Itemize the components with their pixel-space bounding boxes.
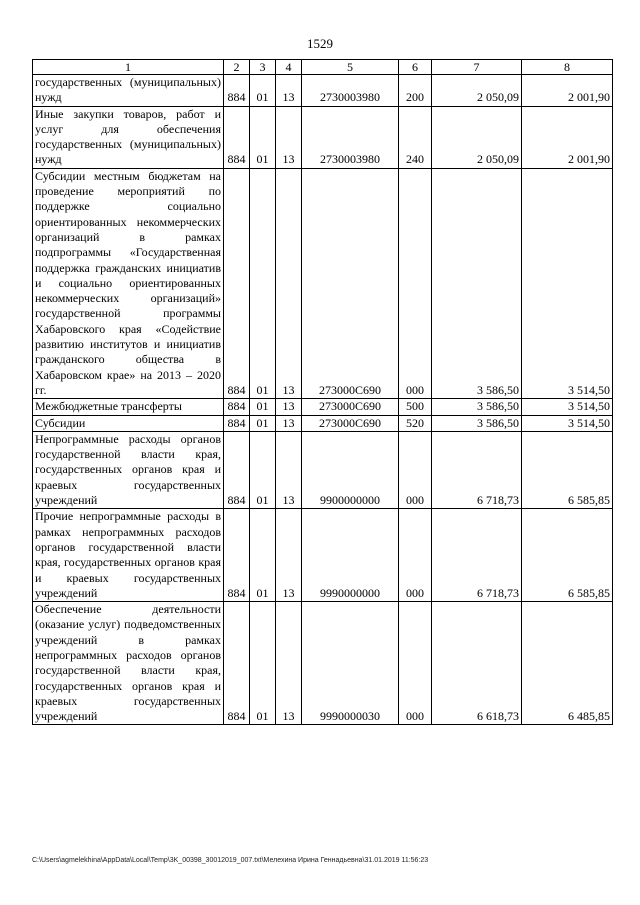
col-header: 3 xyxy=(250,60,276,75)
col-header: 1 xyxy=(33,60,224,75)
cell-csr: 9990000000 xyxy=(302,509,399,602)
cell-rz: 01 xyxy=(250,415,276,431)
row-name: Иные закупки товаров, работ и услуг для обеспечения государственных (муниципальных) нужд xyxy=(33,106,224,168)
table-row xyxy=(33,75,613,107)
row-name: Непрограммные расходы органов государственной власти края, государственных органов края и краевых государственных учреждений xyxy=(33,431,224,508)
cell-csr: 273000С690 xyxy=(302,168,399,398)
table-row xyxy=(33,602,613,725)
cell-vr: 000 xyxy=(399,431,432,508)
col-header: 8 xyxy=(522,60,613,75)
col-header: 4 xyxy=(276,60,302,75)
cell-kvsr: 884 xyxy=(224,106,250,168)
cell-vr: 000 xyxy=(399,509,432,602)
cell-rz: 01 xyxy=(250,75,276,107)
col-header: 5 xyxy=(302,60,399,75)
cell-amount-actual: 3 514,50 xyxy=(522,415,613,431)
cell-vr: 000 xyxy=(399,602,432,725)
cell-amount-plan: 3 586,50 xyxy=(432,168,522,398)
cell-pr: 13 xyxy=(276,431,302,508)
table-row xyxy=(33,399,613,415)
cell-amount-actual: 6 585,85 xyxy=(522,431,613,508)
cell-amount-plan: 3 586,50 xyxy=(432,399,522,415)
cell-rz: 01 xyxy=(250,399,276,415)
cell-vr: 200 xyxy=(399,75,432,107)
cell-amount-plan: 6 718,73 xyxy=(432,509,522,602)
cell-vr: 500 xyxy=(399,399,432,415)
row-name: Межбюджетные трансферты xyxy=(33,399,224,415)
cell-pr: 13 xyxy=(276,602,302,725)
cell-vr: 520 xyxy=(399,415,432,431)
cell-csr: 273000С690 xyxy=(302,415,399,431)
cell-csr: 9900000000 xyxy=(302,431,399,508)
cell-csr: 2730003980 xyxy=(302,106,399,168)
cell-pr: 13 xyxy=(276,415,302,431)
row-name: Прочие непрограммные расходы в рамках непрограммных расходов органов государственной власти края, государственных органов края и краевых государственных учреждений xyxy=(33,509,224,602)
cell-amount-plan: 2 050,09 xyxy=(432,106,522,168)
table-row xyxy=(33,431,613,508)
cell-kvsr: 884 xyxy=(224,168,250,398)
file-path-footer: C:\Users\agmelekhina\AppData\Local\Temp\3K_00398_30012019_007.txt\Мелехина Ирина Геннадьевна\31.01.2019 11:56:23 xyxy=(32,857,429,864)
cell-csr: 2730003980 xyxy=(302,75,399,107)
cell-rz: 01 xyxy=(250,168,276,398)
cell-pr: 13 xyxy=(276,399,302,415)
budget-table xyxy=(32,59,613,725)
cell-vr: 000 xyxy=(399,168,432,398)
table-row xyxy=(33,415,613,431)
cell-amount-plan: 6 618,73 xyxy=(432,602,522,725)
cell-kvsr: 884 xyxy=(224,75,250,107)
cell-kvsr: 884 xyxy=(224,431,250,508)
row-name: Субсидии xyxy=(33,415,224,431)
cell-amount-actual: 6 585,85 xyxy=(522,509,613,602)
cell-amount-actual: 2 001,90 xyxy=(522,75,613,107)
cell-csr: 273000С690 xyxy=(302,399,399,415)
cell-kvsr: 884 xyxy=(224,602,250,725)
cell-amount-actual: 6 485,85 xyxy=(522,602,613,725)
page-number: 1529 xyxy=(307,36,333,51)
col-header: 6 xyxy=(399,60,432,75)
row-name: Субсидии местным бюджетам на проведение мероприятий по поддержке социально ориентированных некоммерческих организаций в рамках подпрограммы «Государственная поддержка гражданских инициатив и социально ориентированных некоммерческих организаций» государственной программы Хабаровского края «Содействие развитию институтов и инициатив гражданского общества в Хабаровском крае» на 2013 – 2020 гг. xyxy=(33,168,224,398)
cell-rz: 01 xyxy=(250,509,276,602)
cell-amount-actual: 3 514,50 xyxy=(522,399,613,415)
cell-kvsr: 884 xyxy=(224,509,250,602)
row-name: Обеспечение деятельности (оказание услуг) подведомственных учреждений в рамках непрограммных расходов органов государственной власти края, государственных органов края и краевых государственных учреждений xyxy=(33,602,224,725)
cell-pr: 13 xyxy=(276,509,302,602)
col-header: 2 xyxy=(224,60,250,75)
col-header: 7 xyxy=(432,60,522,75)
cell-kvsr: 884 xyxy=(224,399,250,415)
cell-pr: 13 xyxy=(276,106,302,168)
header-row xyxy=(33,60,613,75)
cell-rz: 01 xyxy=(250,106,276,168)
cell-vr: 240 xyxy=(399,106,432,168)
cell-pr: 13 xyxy=(276,168,302,398)
cell-kvsr: 884 xyxy=(224,415,250,431)
cell-rz: 01 xyxy=(250,431,276,508)
row-name: государственных (муниципальных) нужд xyxy=(33,75,224,107)
cell-amount-actual: 2 001,90 xyxy=(522,106,613,168)
table-row xyxy=(33,509,613,602)
cell-rz: 01 xyxy=(250,602,276,725)
table-row xyxy=(33,106,613,168)
cell-amount-plan: 3 586,50 xyxy=(432,415,522,431)
cell-amount-plan: 2 050,09 xyxy=(432,75,522,107)
table-row xyxy=(33,168,613,398)
cell-amount-plan: 6 718,73 xyxy=(432,431,522,508)
cell-amount-actual: 3 514,50 xyxy=(522,168,613,398)
cell-pr: 13 xyxy=(276,75,302,107)
cell-csr: 9990000030 xyxy=(302,602,399,725)
